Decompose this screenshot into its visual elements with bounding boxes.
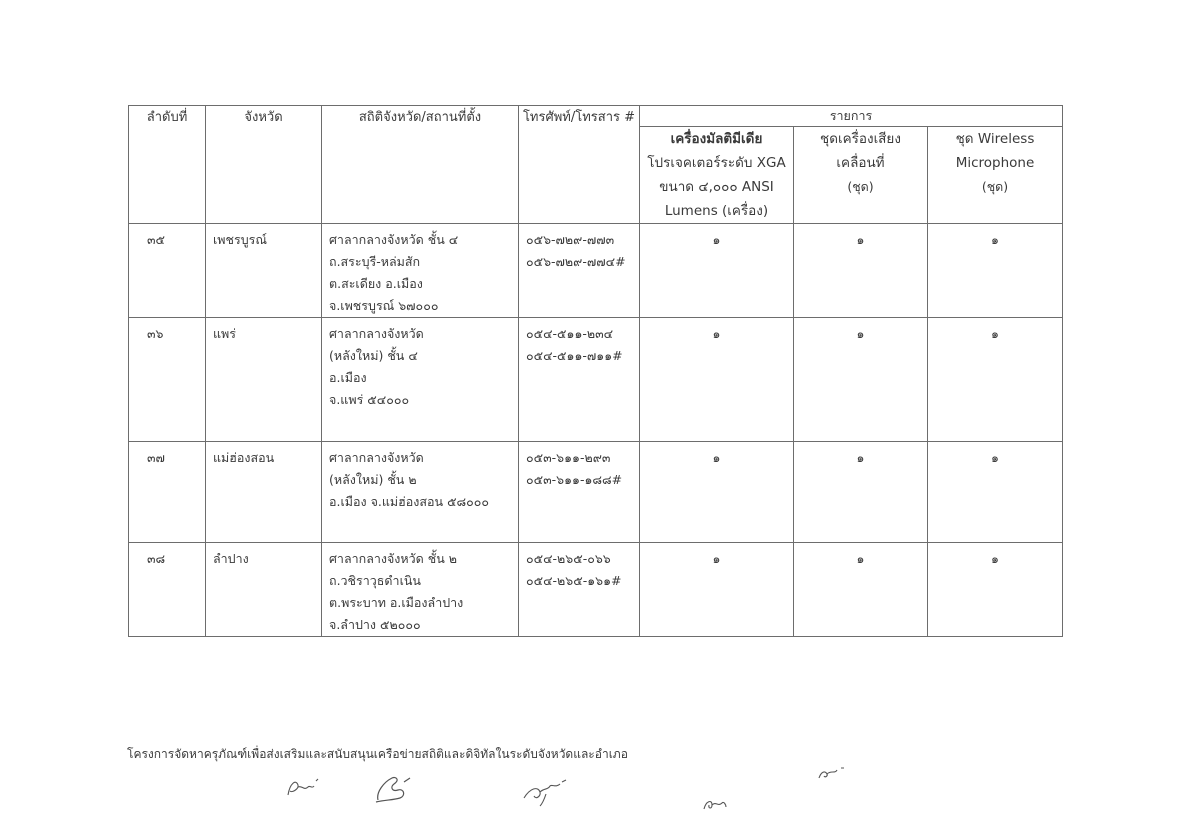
row-projector-qty: ๑ bbox=[712, 326, 721, 341]
table-row bbox=[129, 543, 1063, 637]
signature-2 bbox=[370, 772, 416, 806]
project-footer-text: โครงการจัดหาครุภัณฑ์เพื่อส่งเสริมและสนับสนุนเครือข่ายสถิติและดิจิทัลในระดับจังหวัดและอำเภอ bbox=[127, 747, 628, 761]
address-line: ต.สะเดียง อ.เมือง bbox=[329, 276, 423, 291]
phone-number: ๐๕๓-๖๑๑-๒๙๓ bbox=[526, 450, 611, 465]
address-line: ศาลากลางจังหวัด bbox=[329, 326, 424, 341]
header-mic-line2: Microphone bbox=[955, 155, 1035, 171]
header-projector bbox=[640, 127, 794, 224]
address-line: ศาลากลางจังหวัด ชั้น ๔ bbox=[329, 232, 459, 247]
header-projector-line4: Lumens (เครื่อง) bbox=[664, 203, 769, 219]
address-line: ศาลากลางจังหวัด ชั้น ๒ bbox=[329, 551, 458, 566]
address-line: (หลังใหม่) ชั้น ๒ bbox=[329, 472, 417, 487]
header-province: จังหวัด bbox=[206, 106, 322, 224]
fax-number: ๐๕๖-๗๒๙-๗๗๔# bbox=[526, 254, 626, 269]
header-sound-line2: เคลื่อนที่ bbox=[836, 155, 885, 171]
header-mic bbox=[928, 127, 1063, 224]
header-mic-line1: ชุด Wireless bbox=[955, 131, 1035, 147]
row-sound-qty: ๑ bbox=[856, 450, 865, 465]
phone-number: ๐๕๔-๕๑๑-๒๓๔ bbox=[526, 326, 614, 341]
fax-number: ๐๕๓-๖๑๑-๑๘๘# bbox=[526, 472, 623, 487]
row-number: ๓๖ bbox=[147, 326, 164, 341]
signature-1 bbox=[282, 775, 326, 801]
table-row bbox=[129, 442, 1063, 543]
row-address bbox=[322, 318, 518, 411]
row-mic-qty: ๑ bbox=[991, 450, 999, 465]
address-line: ต.พระบาท อ.เมืองลำปาง bbox=[329, 595, 464, 610]
equipment-table bbox=[128, 105, 1063, 637]
row-mic-qty: ๑ bbox=[991, 232, 999, 247]
signature-3 bbox=[520, 776, 572, 808]
table-row bbox=[129, 318, 1063, 442]
address-line: ถ.วชิราวุธดำเนิน bbox=[329, 573, 421, 588]
row-sound-qty: ๑ bbox=[856, 232, 865, 247]
row-projector-qty: ๑ bbox=[712, 450, 721, 465]
address-line: จ.เพชรบูรณ์ ๖๗๐๐๐ bbox=[329, 298, 439, 313]
address-line: จ.แพร่ ๕๔๐๐๐ bbox=[329, 392, 410, 407]
address-line: ศาลากลางจังหวัด bbox=[329, 450, 424, 465]
header-sound-line1: ชุดเครื่องเสียง bbox=[820, 131, 901, 147]
row-number: ๓๘ bbox=[147, 551, 166, 566]
header-sound-unit: (ชุด) bbox=[847, 179, 874, 194]
fax-number: ๐๕๔-๒๖๕-๑๖๑# bbox=[526, 573, 622, 588]
header-projector-line1: เครื่องมัลติมีเดีย bbox=[670, 131, 763, 147]
row-address bbox=[322, 543, 518, 636]
phone-number: ๐๕๖-๗๒๙-๗๗๓ bbox=[526, 232, 615, 247]
row-number: ๓๗ bbox=[147, 450, 165, 465]
row-phone bbox=[519, 543, 639, 592]
row-phone bbox=[519, 442, 639, 491]
address-line: จ.ลำปาง ๕๒๐๐๐ bbox=[329, 617, 421, 632]
address-line: อ.เมือง จ.แม่ฮ่องสอน ๕๘๐๐๐ bbox=[329, 494, 490, 509]
row-address bbox=[322, 442, 518, 513]
header-mic-unit: (ชุด) bbox=[981, 179, 1009, 194]
row-mic-qty: ๑ bbox=[991, 551, 999, 566]
signature-5 bbox=[815, 762, 849, 784]
row-projector-qty: ๑ bbox=[712, 551, 721, 566]
header-office: สถิติจังหวัด/สถานที่ตั้ง bbox=[322, 106, 519, 224]
header-projector-line2: โปรเจคเตอร์ระดับ XGA bbox=[647, 155, 786, 171]
row-mic-qty: ๑ bbox=[991, 326, 999, 341]
signature-4 bbox=[700, 793, 730, 815]
address-line: อ.เมือง bbox=[329, 370, 367, 385]
row-projector-qty: ๑ bbox=[712, 232, 721, 247]
fax-number: ๐๕๔-๕๑๑-๗๑๑# bbox=[526, 348, 623, 363]
address-line: (หลังใหม่) ชั้น ๔ bbox=[329, 348, 418, 363]
row-phone bbox=[519, 318, 639, 367]
row-number: ๓๕ bbox=[147, 232, 166, 247]
header-order: ลำดับที่ bbox=[129, 106, 206, 224]
row-phone bbox=[519, 224, 639, 273]
header-phone: โทรศัพท์/โทรสาร # bbox=[519, 106, 640, 224]
row-province: เพชรบูรณ์ bbox=[213, 232, 267, 247]
table-row bbox=[129, 224, 1063, 318]
row-province: แพร่ bbox=[213, 326, 237, 341]
header-sound bbox=[794, 127, 928, 224]
phone-number: ๐๕๔-๒๖๕-๐๖๖ bbox=[526, 551, 611, 566]
header-projector-line3: ขนาด ๔,๐๐๐ ANSI bbox=[659, 179, 774, 195]
row-address bbox=[322, 224, 518, 317]
row-sound-qty: ๑ bbox=[856, 551, 865, 566]
header-items-group: รายการ bbox=[640, 106, 1063, 127]
row-province: ลำปาง bbox=[213, 551, 249, 566]
row-province: แม่ฮ่องสอน bbox=[213, 450, 275, 465]
address-line: ถ.สระบุรี-หล่มสัก bbox=[329, 254, 421, 269]
row-sound-qty: ๑ bbox=[856, 326, 865, 341]
